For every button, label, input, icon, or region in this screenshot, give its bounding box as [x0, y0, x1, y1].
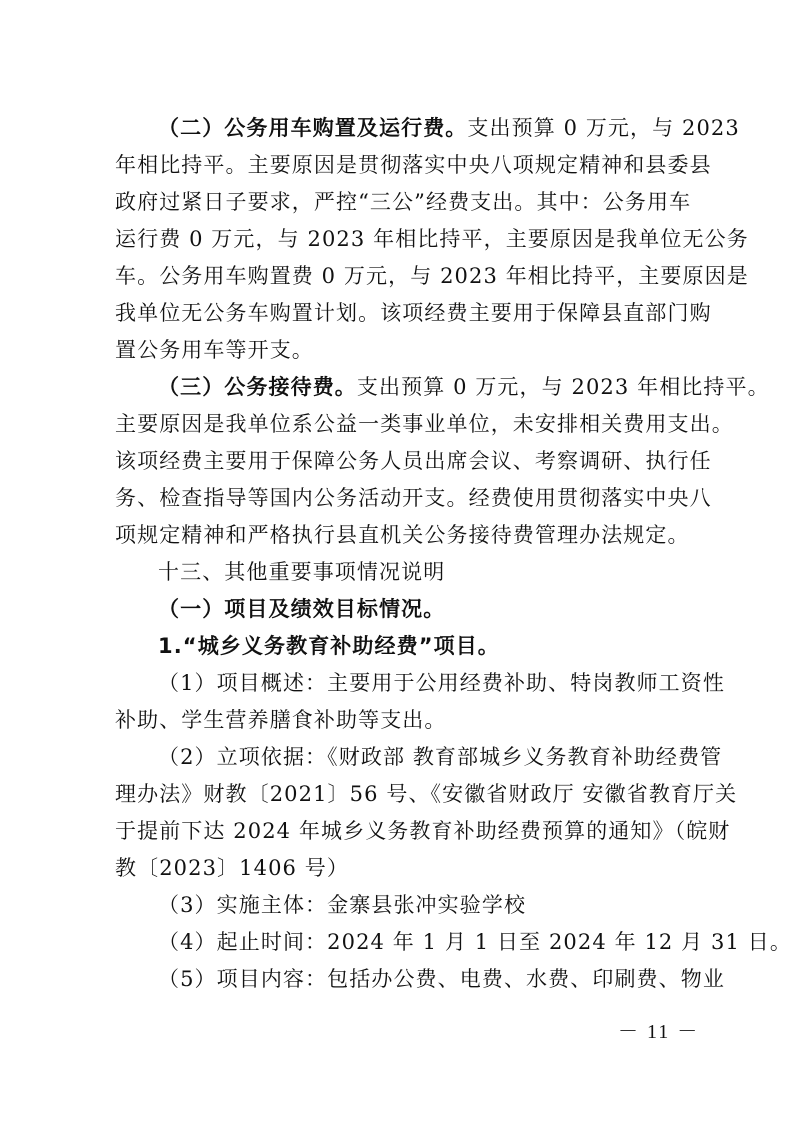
page-number: － 11 －	[618, 1021, 700, 1043]
line-text: （2）立项依据：《财政部 教育部城乡义务教育补助经费管	[158, 745, 723, 769]
project-title	[158, 626, 793, 666]
line-text: 项规定精神和严格执行县直机关公务接待费管理办法规定。	[115, 523, 690, 547]
paragraph-line	[115, 182, 793, 222]
line-text: 十三、其他重要事项情况说明	[158, 560, 446, 584]
paragraph-line	[115, 293, 793, 333]
paragraph-line	[158, 959, 793, 999]
section-heading: （二）公务用车购置及运行费。	[158, 116, 468, 140]
paragraph-line	[115, 441, 793, 481]
paragraph-line	[115, 811, 793, 851]
subsection-title	[158, 589, 793, 629]
section-title	[158, 552, 793, 592]
line-text: 该项经费主要用于保障公务人员出席会议、考察调研、执行任	[115, 449, 712, 473]
line-text: 政府过紧日子要求，严控“三公”经费支出。其中：公务用车	[115, 190, 692, 214]
section-heading: （一）项目及绩效目标情况。	[158, 597, 446, 621]
line-text: 教〔2023〕1406 号）	[115, 856, 349, 880]
paragraph-line	[115, 478, 793, 518]
line-text: （5）项目内容：包括办公费、电费、水费、印刷费、物业	[158, 967, 725, 991]
line-text: 车。公务用车购置费 0 万元，与 2023 年相比持平，主要原因是	[115, 264, 749, 288]
line-text: 运行费 0 万元，与 2023 年相比持平，主要原因是我单位无公务	[115, 227, 749, 251]
line-text: 年相比持平。主要原因是贯彻落实中央八项规定精神和县委县	[115, 153, 712, 177]
paragraph-line	[158, 737, 793, 777]
line-text: 主要原因是我单位系公益一类事业单位，未安排相关费用支出。	[115, 412, 734, 436]
paragraph-line	[115, 219, 793, 259]
paragraph-line	[158, 922, 793, 962]
paragraph-line	[158, 663, 793, 703]
paragraph-line	[115, 515, 793, 555]
line-text: 置公务用车等开支。	[115, 338, 314, 362]
section-heading: （三）公务接待费。	[158, 375, 357, 399]
line-text: 支出预算 0 万元，与 2023 年相比持平。	[356, 375, 770, 399]
paragraph-line	[158, 367, 793, 407]
paragraph-line	[115, 774, 793, 814]
line-text: （1）项目概述：主要用于公用经费补助、特岗教师工资性	[158, 671, 725, 695]
paragraph-line	[115, 404, 793, 444]
paragraph-line	[115, 256, 793, 296]
paragraph-line	[115, 700, 793, 740]
paragraph-line	[115, 145, 793, 185]
paragraph-line	[158, 108, 793, 148]
line-text: 务、检查指导等国内公务活动开支。经费使用贯彻落实中央八	[115, 486, 712, 510]
paragraph-line	[115, 848, 793, 888]
paragraph-line	[115, 330, 793, 370]
line-text: 理办法》财教〔2021〕56 号、《安徽省财政厅 安徽省教育厅关	[115, 782, 738, 806]
line-text: 我单位无公务车购置计划。该项经费主要用于保障县直部门购	[115, 301, 712, 325]
line-text: 补助、学生营养膳食补助等支出。	[115, 708, 447, 732]
line-text: （4）起止时间：2024 年 1 月 1 日至 2024 年 12 月 31 日。	[158, 930, 792, 954]
line-text: 支出预算 0 万元，与 2023	[467, 116, 740, 140]
paragraph-line	[158, 885, 793, 925]
section-heading: 1.“城乡义务教育补助经费”项目。	[158, 634, 500, 658]
line-text: 于提前下达 2024 年城乡义务教育补助经费预算的通知》（皖财	[115, 819, 731, 843]
line-text: （3）实施主体：金寨县张冲实验学校	[158, 893, 527, 917]
